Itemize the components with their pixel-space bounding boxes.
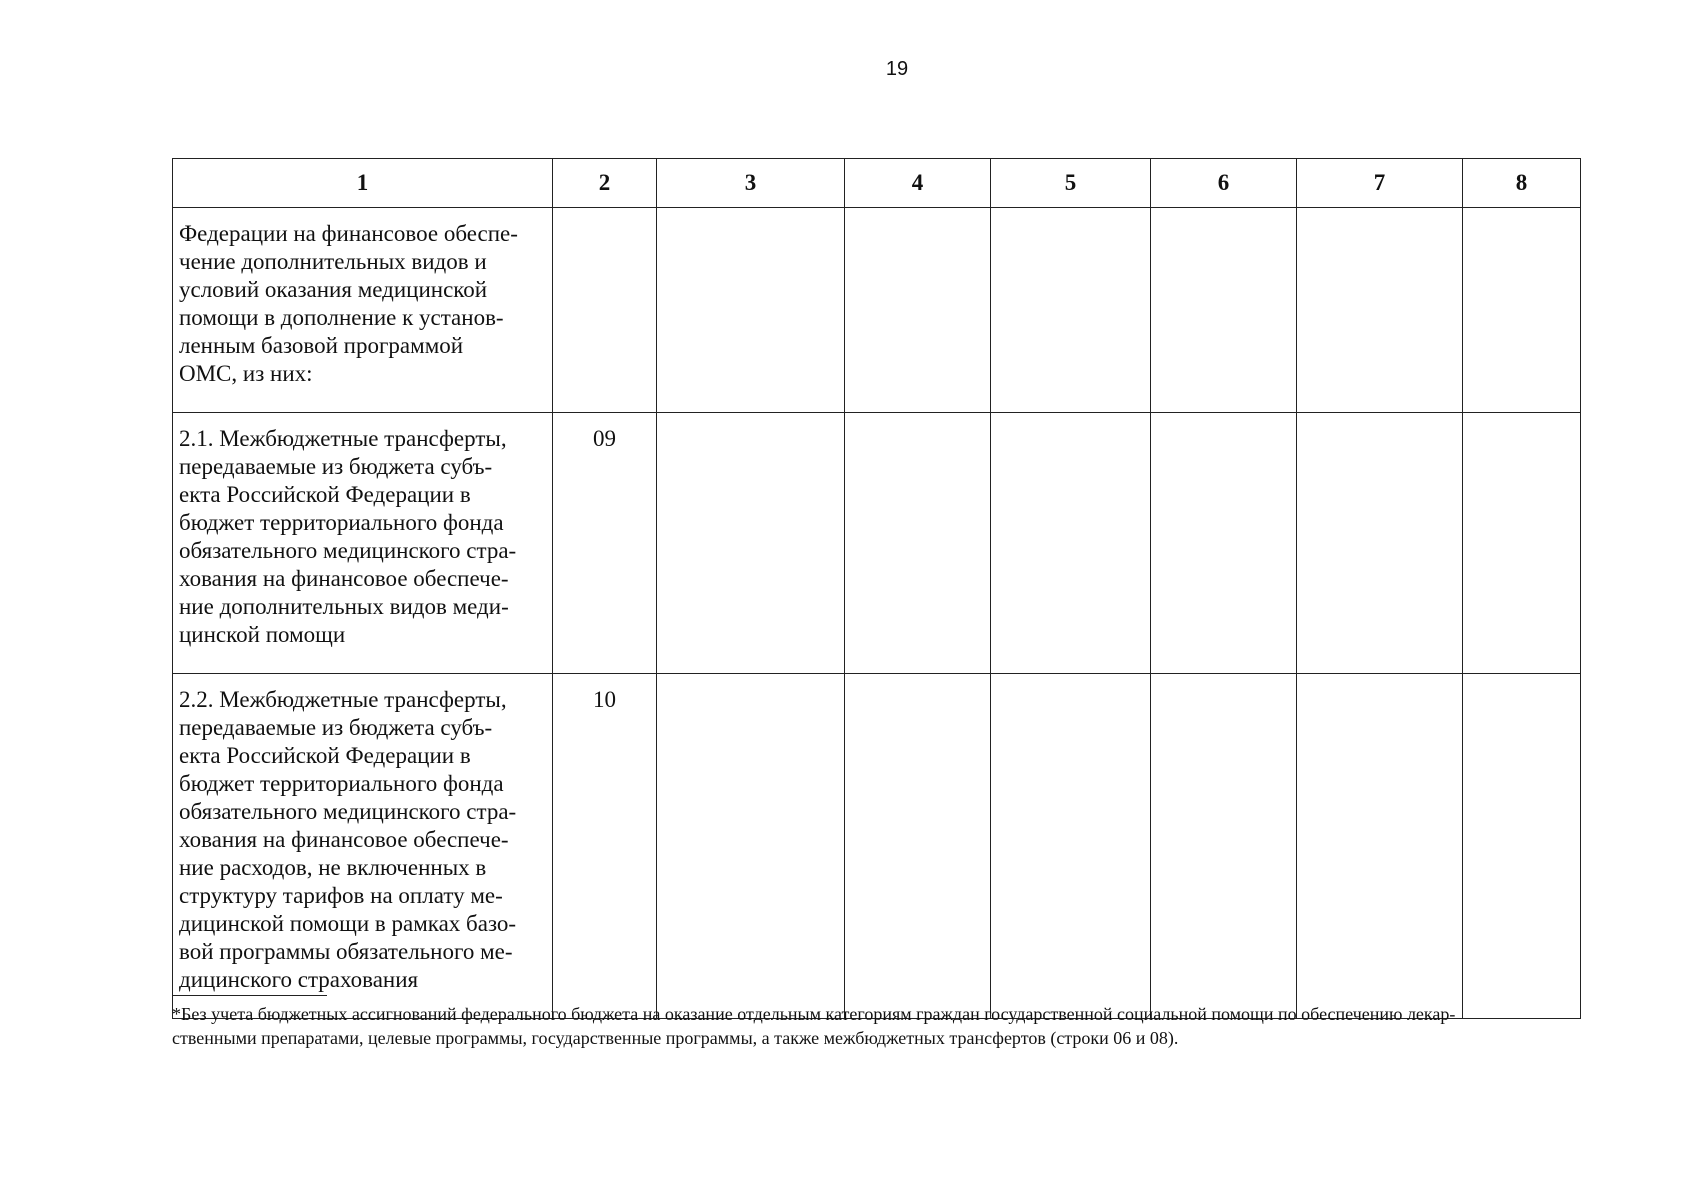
empty-cell <box>1297 413 1463 674</box>
row-description <box>173 208 553 413</box>
empty-cell <box>1151 208 1297 413</box>
description-line: вой программы обязательного ме- <box>179 939 513 964</box>
description-line: цинской помощи <box>179 622 346 647</box>
column-header-6: 6 <box>1151 159 1297 208</box>
row-code: 09 <box>553 413 657 674</box>
empty-cell <box>1463 674 1581 1019</box>
page-number: 19 <box>885 58 909 80</box>
description-line: передаваемые из бюджета субъ- <box>179 715 493 740</box>
description-line: структуру тарифов на оплату ме- <box>179 883 503 908</box>
empty-cell <box>1151 413 1297 674</box>
description-line: передаваемые из бюджета субъ- <box>179 454 493 479</box>
empty-cell <box>845 674 991 1019</box>
description-line: бюджет территориального фонда <box>179 510 504 535</box>
description-line: обязательного медицинского стра- <box>179 538 517 563</box>
column-header-4: 4 <box>845 159 991 208</box>
description-line: хования на финансовое обеспече- <box>179 566 509 591</box>
column-header-2: 2 <box>553 159 657 208</box>
description-line: ние дополнительных видов меди- <box>179 594 509 619</box>
row-description <box>173 674 553 1019</box>
description-line: 2.1. Межбюджетные трансферты, <box>179 426 507 451</box>
row-description <box>173 413 553 674</box>
description-line: екта Российской Федерации в <box>179 743 471 768</box>
column-header-5: 5 <box>991 159 1151 208</box>
table-header-row <box>173 159 1581 208</box>
description-line: обязательного медицинского стра- <box>179 799 517 824</box>
empty-cell <box>1151 674 1297 1019</box>
description-line: хования на финансовое обеспече- <box>179 827 509 852</box>
description-line: Федерации на финансовое обеспе- <box>179 221 518 246</box>
description-line: ОМС, из них: <box>179 361 313 386</box>
description-line: екта Российской Федерации в <box>179 482 471 507</box>
empty-cell <box>845 208 991 413</box>
empty-cell <box>657 674 845 1019</box>
empty-cell <box>991 413 1151 674</box>
footnote-line: ственными препаратами, целевые программы, государственные программы, а также межбюджетных трансфертов (строки 06 и 08). <box>172 1028 1179 1048</box>
description-line: ленным базовой программой <box>179 333 464 358</box>
table-row <box>173 208 1581 413</box>
description-line: условий оказания медицинской <box>179 277 488 302</box>
column-header-7: 7 <box>1297 159 1463 208</box>
description-line: дицинской помощи в рамках базо- <box>179 911 517 936</box>
footnote-line: *Без учета бюджетных ассигнований федерального бюджета на оказание отдельным категориям граждан государственной социальной помощи по обеспечению лекар- <box>172 1004 1456 1024</box>
description-line: бюджет территориального фонда <box>179 771 504 796</box>
empty-cell <box>845 413 991 674</box>
column-header-3: 3 <box>657 159 845 208</box>
description-line: чение дополнительных видов и <box>179 249 487 274</box>
footnote-divider <box>172 995 327 996</box>
data-table <box>172 158 1581 1019</box>
empty-cell <box>1463 208 1581 413</box>
empty-cell <box>657 208 845 413</box>
table-row <box>173 413 1581 674</box>
empty-cell <box>991 674 1151 1019</box>
column-header-1: 1 <box>173 159 553 208</box>
empty-cell <box>991 208 1151 413</box>
description-line: дицинского страхования <box>179 967 419 992</box>
row-code <box>553 208 657 413</box>
table-row <box>173 674 1581 1019</box>
empty-cell <box>1297 674 1463 1019</box>
description-line: помощи в дополнение к установ- <box>179 305 504 330</box>
row-code: 10 <box>553 674 657 1019</box>
footnote <box>172 1002 1632 1050</box>
description-line: ние расходов, не включенных в <box>179 855 487 880</box>
column-header-8: 8 <box>1463 159 1581 208</box>
empty-cell <box>1297 208 1463 413</box>
empty-cell <box>657 413 845 674</box>
description-line: 2.2. Межбюджетные трансферты, <box>179 687 507 712</box>
empty-cell <box>1463 413 1581 674</box>
